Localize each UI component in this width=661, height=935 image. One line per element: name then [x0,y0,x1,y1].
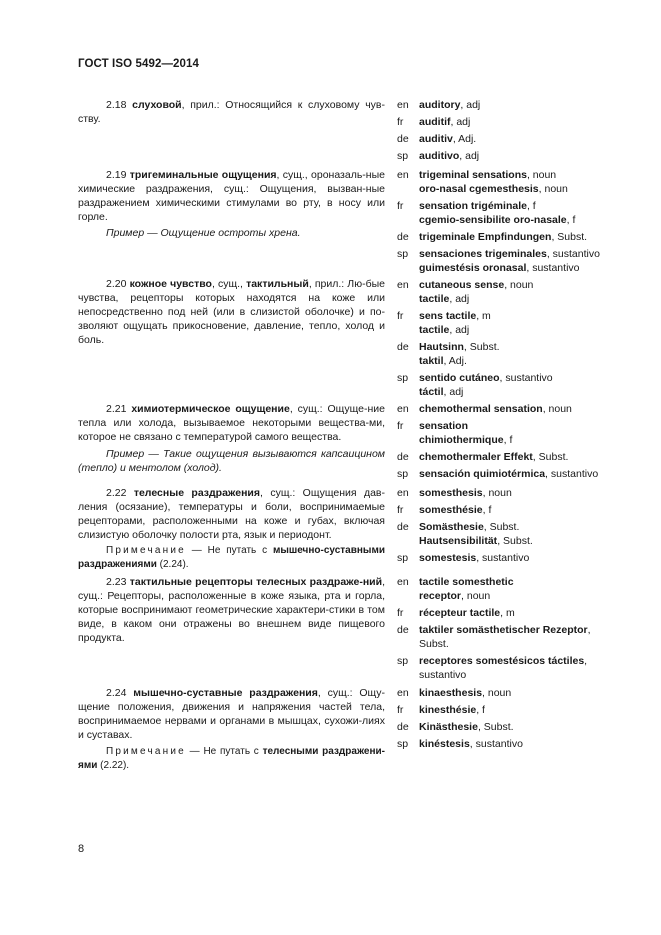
entry-term: мышечно-суставные раздражения [133,687,318,699]
entry-2-23: 2.23 тактильные рецепторы телесных раздраже-ний, сущ.: Рецепторы, расположенные в коже языка, рта и горла, которые воспринимают геометрические характери-стики в том виде, в каком они отражены во внешнем виде пищевого продукта. [78,576,385,644]
entry-2-22: 2.22 телесные раздражения, сущ.: Ощущения дав-ления (осязание), температуры и боли, воспринимаемые рецепторами, расположенными на коже и губах, включая слизистую оболочку полости рта, язык и периодонт. [78,487,385,541]
entry-term: тригеминальные ощущения [129,169,277,181]
entry-2-19: 2.19 тригеминальные ощущения, сущ., ороназаль-ные химические раздражения, сущ.: Ощущения, вызван-ные раздражением химическими стимулами во рту, в носу или горле. [78,169,385,223]
entry-term-2: тактильный [246,278,309,290]
entry-term: слуховой [132,99,182,111]
entry-2-22-note: Примечание — Не путать с мышечно-суставными раздражениями (2.24). [78,545,385,570]
entry-2-24-note: Примечание — Не путать с телесными раздражени-ями (2.22). [78,746,385,771]
page-header: ГОСТ ISO 5492—2014 [78,58,200,70]
entry-2-19-example: Пример — Ощущение остроты хрена. [106,227,301,239]
entry-term: кожное чувство [129,278,212,290]
page-number: 8 [78,843,85,855]
entry-2-18: 2.18 слуховой, прил.: Относящийся к слуховому чув-ству. [78,99,385,125]
entry-term: химиотермическое ощущение [131,403,290,415]
entry-term: телесные раздражения [133,487,261,499]
entry-2-24: 2.24 мышечно-суставные раздражения, сущ.: Ощу-щение положения, движения и напряжения частей тела, воспринимаемое нервами и органами в мышцах, сухожи-лиях и суставах. [78,687,386,741]
entry-term: тактильные рецепторы телесных раздраже-ний [129,576,383,588]
entry-2-21: 2.21 химиотермическое ощущение, сущ.: Ощуще-ние тепла или холода, вызываемое некоторыми вещества-ми, которое не связано с температурой самого вещества. [78,403,385,443]
entry-2-20: 2.20 кожное чувство, сущ., тактильный, прил.: Лю-бые чувства, рецепторы которых находятся на коже или непосредственно под ней (или в слизистой оболочке) и по-зволяют ощущать прикосновение, давление, тепло, холод и боль. [78,278,385,346]
document-page: ГОСТ ISO 5492—2014 2.18 слуховой, прил.: Относящийся к слуховому чув-ству. 2.19 тригеминальные ощущения, сущ., ороназаль-ные химические раздражения, сущ.: Ощущения, вызван-ные раздражением химическими стимулами во рту, в носу или горле. Пример — Ощущение остроты хрена. 2.20 кожное чувство, сущ., тактильный, прил.: Лю-бые чувства, рецепторы которых находятся на коже или непосредственно под ней (или в слизистой оболочке) и по-зволяют ощущать прикосновение, давление, тепло, холод и боль. 2.21 химиотермическое ощущение, сущ.: Ощуще-ние тепла или холода, вызываемое некоторыми вещества-ми, которое не связано с температурой самого вещества. Пример — Такие ощущения вызываются капсаицином (тепло) и ментолом (холод). 2.22 телесные раздражения, сущ.: Ощущения дав-ления (осязание), температуры и боли, воспринимаемые рецепторами, расположенными на коже и губах, включая слизистую оболочку полости рта, язык и периодонт. Примечание — Не путать с мышечно-суставными раздражениями (2.24). 2.23 тактильные рецепторы телесных раздраже-ний, сущ.: Рецепторы, расположенные в коже языка, рта и горла, которые воспринимают геометрические характери-стики в том виде, в каком они отражены во внешнем виде пищевого продукта. 2.24 мышечно-суставные раздражения, сущ.: Ощу-щение положения, движения и напряжения частей тела, воспринимаемое нервами и органами в мышцах, сухожи-лиях и суставах. Примечание — Не путать с телесными раздражени-ями (2.22). en auditory, adj fr auditif, adj de auditiv, Adj. sp auditivo, adj en trigeminal sensations, noun oro-nasal cgemesthesis, noun fr sensation trigéminale, f cgemio-sensibilite oro-nasale, f de trigeminale Empfindungen, Subst. sp sensaciones trigeminales, sustantivo guimestésis oronasal, sustantivo en cutaneous sense, noun tactile, adj fr sens tactile, m tactile, adj de Hautsinn, Subst. taktil, Adj. sp sentido cutáneo, sustantivo táctil, adj en chemothermal sensation, noun fr sensation chimiothermique, f de chemothermaler Effekt, Subst. sp sensación quimiotérmica, sustantivo en somesthesis, noun fr somesthésie, f de Somästhesie, Subst. Hautsensibilität, Subst. sp somestesis, sustantivo en tactile somesthetic receptor, noun fr récepteur tactile, m de taktiler somästhetischer Rezeptor, Subst. sp receptores somestésicos táctiles, sustantivo en kinaesthesis, noun fr kinesthésie, f de Kinästhesie, Subst. sp kinéstesis, sustantivo 8 [78,58,600,855]
entry-2-21-example: Пример — Такие ощущения вызываются капсаицином (тепло) и ментолом (холод). [78,448,385,474]
